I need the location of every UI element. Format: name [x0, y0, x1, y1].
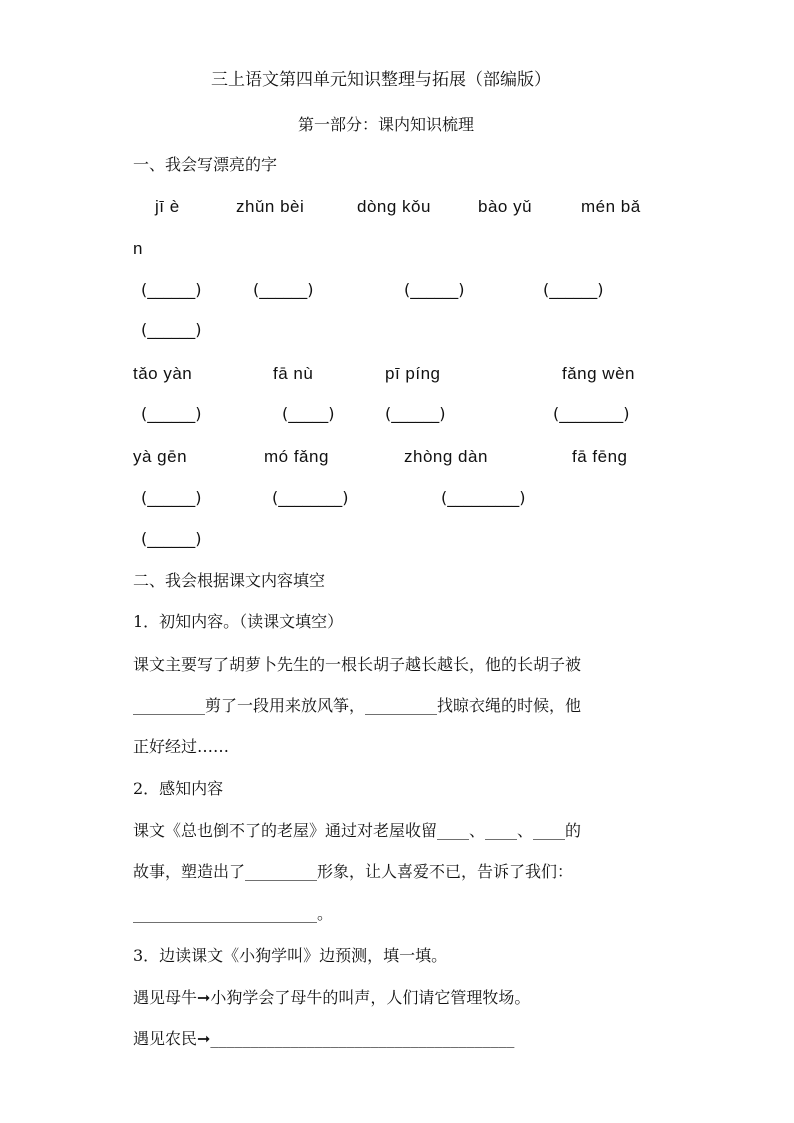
answer-blank[interactable]: (________) [272, 488, 349, 507]
page-subtitle: 第一部分：课内知识梳理 [298, 115, 475, 134]
answer-blank[interactable]: (______) [253, 280, 314, 299]
question-2-text: 故事，塑造出了_________形象，让人喜爱不已，告诉了我们： [133, 862, 574, 881]
answer-blank[interactable]: (______) [141, 280, 202, 299]
answer-blank[interactable]: (________) [553, 404, 630, 423]
pinyin-item: jī è [155, 197, 180, 216]
pinyin-item: zhǔn bèi [236, 197, 305, 216]
pinyin-item: fā nù [273, 364, 314, 383]
page-title: 三上语文第四单元知识整理与拓展（部编版） [211, 70, 551, 90]
question-1-text: 正好经过…… [133, 737, 230, 756]
answer-blank[interactable]: (_________) [441, 488, 526, 507]
answer-blank[interactable]: (______) [141, 529, 202, 548]
question-1-text: _________剪了一段用来放风筝，_________找晾衣绳的时候，他 [133, 696, 582, 715]
question-1-title: 1．初知内容。（读课文填空） [133, 612, 344, 631]
answer-blank[interactable]: (______) [404, 280, 465, 299]
answer-blank[interactable]: (______) [141, 404, 202, 423]
pinyin-item: fǎng wèn [562, 364, 635, 383]
question-2-title: 2．感知内容 [133, 779, 224, 798]
pinyin-item: mó fǎng [264, 447, 329, 466]
question-1-text: 课文主要写了胡萝卜先生的一根长胡子越长越长，他的长胡子被 [133, 655, 582, 674]
pinyin-item: zhòng dàn [404, 447, 488, 466]
pinyin-item: fā fēng [572, 447, 628, 466]
question-2-text: _______________________。 [133, 904, 334, 923]
pinyin-item: tǎo yàn [133, 364, 193, 383]
pinyin-item: yà gēn [133, 447, 188, 466]
pinyin-item: pī píng [385, 364, 441, 383]
question-3-title: 3．边读课文《小狗学叫》边预测，填一填。 [133, 946, 448, 965]
answer-blank[interactable]: (______) [385, 404, 446, 423]
pinyin-item: bào yǔ [478, 197, 533, 216]
section1-heading: 一、我会写漂亮的字 [133, 155, 278, 174]
question-3-text: 遇见母牛➞小狗学会了母牛的叫声，人们请它管理牧场。 [133, 988, 531, 1007]
pinyin-item: mén bǎ [581, 197, 641, 216]
question-2-text: 课文《总也倒不了的老屋》通过对老屋收留____、____、____的 [133, 821, 582, 840]
answer-blank[interactable]: (______) [141, 320, 202, 339]
question-3-text: 遇见农民➞______________________________________ [133, 1029, 515, 1048]
pinyin-item: dòng kǒu [357, 197, 431, 216]
pinyin-item: n [133, 239, 143, 258]
answer-blank[interactable]: (______) [543, 280, 604, 299]
answer-blank[interactable]: (______) [141, 488, 202, 507]
answer-blank[interactable]: (_____) [282, 404, 335, 423]
section2-heading: 二、我会根据课文内容填空 [133, 571, 326, 590]
